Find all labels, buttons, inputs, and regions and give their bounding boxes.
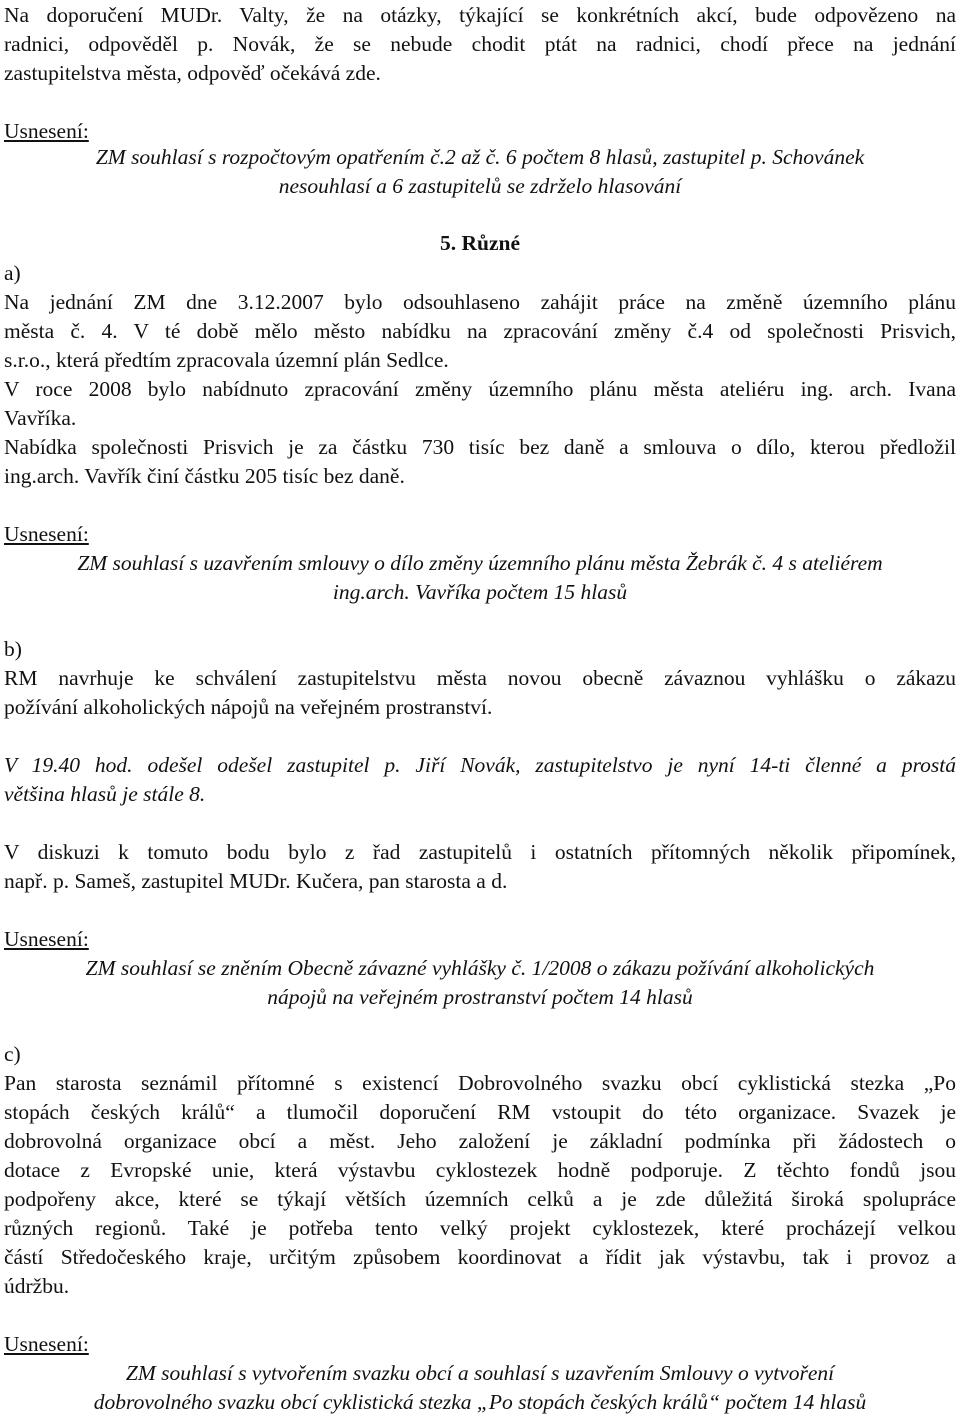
note-line: většina hlasů je stále 8.: [4, 782, 206, 806]
section-heading: 5. Různé: [439, 231, 521, 255]
resolution-text: ZM souhlasí se zněním Obecně závazné vyhlášky č. 1/2008 o zákazu požívání alkoholických: [85, 956, 875, 980]
item-label: c): [4, 1042, 21, 1066]
resolution-text: nesouhlasí a 6 zastupitelů se zdrželo hlasování: [278, 174, 682, 198]
resolution-text: ZM souhlasí s rozpočtovým opatřením č.2 až č. 6 počtem 8 hlasů, zastupitel p. Schovánek: [95, 145, 865, 169]
item-label: b): [4, 637, 22, 661]
resolution-text: ing.arch. Vavříka počtem 15 hlasů: [332, 580, 628, 604]
paragraph-line: částí Středočeského kraje, určitým způsobem koordinovat a řídit jak výstavbu, tak i provoz a: [4, 1245, 956, 1269]
paragraph-line: požívání alkoholických nápojů na veřejném prostranství.: [4, 695, 493, 719]
paragraph-line: údržbu.: [4, 1274, 70, 1298]
paragraph-line: podpořeny akce, které se týkají větších územních celků a je zde důležitá široká spolupráce: [4, 1187, 956, 1211]
paragraph-line: různých regionů. Také je potřeba tento velký projekt cyklostezek, které procházejí velkou: [4, 1216, 956, 1240]
paragraph-line: RM navrhuje ke schválení zastupitelstvu města novou obecně závaznou vyhlášku o zákazu: [4, 666, 956, 690]
paragraph-line: dotace z Evropské unie, která výstavbu cyklostezek hodně podporuje. Z těchto fondů jsou: [4, 1158, 956, 1182]
intro-line: radnici, odpověděl p. Novák, že se nebude chodit ptát na radnici, chodí přece na jednání: [4, 32, 956, 56]
resolution-label: Usnesení:: [4, 927, 89, 951]
resolution-label: Usnesení:: [4, 119, 89, 143]
paragraph-line: V roce 2008 bylo nabídnuto zpracování změny územního plánu města ateliéru ing. arch. Ivana: [4, 377, 956, 401]
resolution-text: ZM souhlasí s vytvořením svazku obcí a souhlasí s uzavřením Smlouvy o vytvoření: [125, 1361, 835, 1385]
paragraph-line: stopách českých králů“ a tlumočil doporučení RM vstoupit do této organizace. Svazek je: [4, 1100, 956, 1124]
paragraph-line: V diskuzi k tomuto bodu bylo z řad zastupitelů i ostatních přítomných několik připomínek,: [4, 840, 956, 864]
note-line: V 19.40 hod. odešel odešel zastupitel p. Jiří Novák, zastupitelstvo je nyní 14-ti členné a prostá: [4, 753, 956, 777]
intro-line: zastupitelstva města, odpověď očekává zde.: [4, 61, 381, 85]
paragraph-line: dobrovolná organizace obcí a měst. Jeho založení je základní podmínka při žádostech o: [4, 1129, 956, 1153]
paragraph-line: Vavříka.: [4, 406, 77, 430]
paragraph-line: např. p. Sameš, zastupitel MUDr. Kučera, pan starosta a d.: [4, 869, 508, 893]
paragraph-line: Nabídka společnosti Prisvich je za částku 730 tisíc bez daně a smlouva o dílo, kterou předložil: [4, 435, 956, 459]
resolution-text: dobrovolného svazku obcí cyklistická stezka „Po stopách českých králů“ počtem 14 hlasů: [93, 1390, 867, 1414]
item-label: a): [4, 261, 21, 285]
paragraph-line: města č. 4. V té době mělo město nabídku na zpracování změny č.4 od společnosti Prisvich,: [4, 319, 956, 343]
resolution-text: ZM souhlasí s uzavřením smlouvy o dílo změny územního plánu města Žebrák č. 4 s ateliérem: [77, 551, 883, 575]
resolution-label: Usnesení:: [4, 522, 89, 546]
paragraph-line: Pan starosta seznámil přítomné s existencí Dobrovolného svazku obcí cyklistická stezka „Po: [4, 1071, 956, 1095]
intro-line: Na doporučení MUDr. Valty, že na otázky, týkající se konkrétních akcí, bude odpovězeno na: [4, 3, 956, 27]
resolution-text: nápojů na veřejném prostranství počtem 14 hlasů: [267, 985, 693, 1009]
paragraph-line: s.r.o., která předtím zpracovala územní plán Sedlce.: [4, 348, 449, 372]
paragraph-line: Na jednání ZM dne 3.12.2007 bylo odsouhlaseno zahájit práce na změně územního plánu: [4, 290, 956, 314]
resolution-label: Usnesení:: [4, 1332, 89, 1356]
paragraph-line: ing.arch. Vavřík činí částku 205 tisíc bez daně.: [4, 464, 405, 488]
